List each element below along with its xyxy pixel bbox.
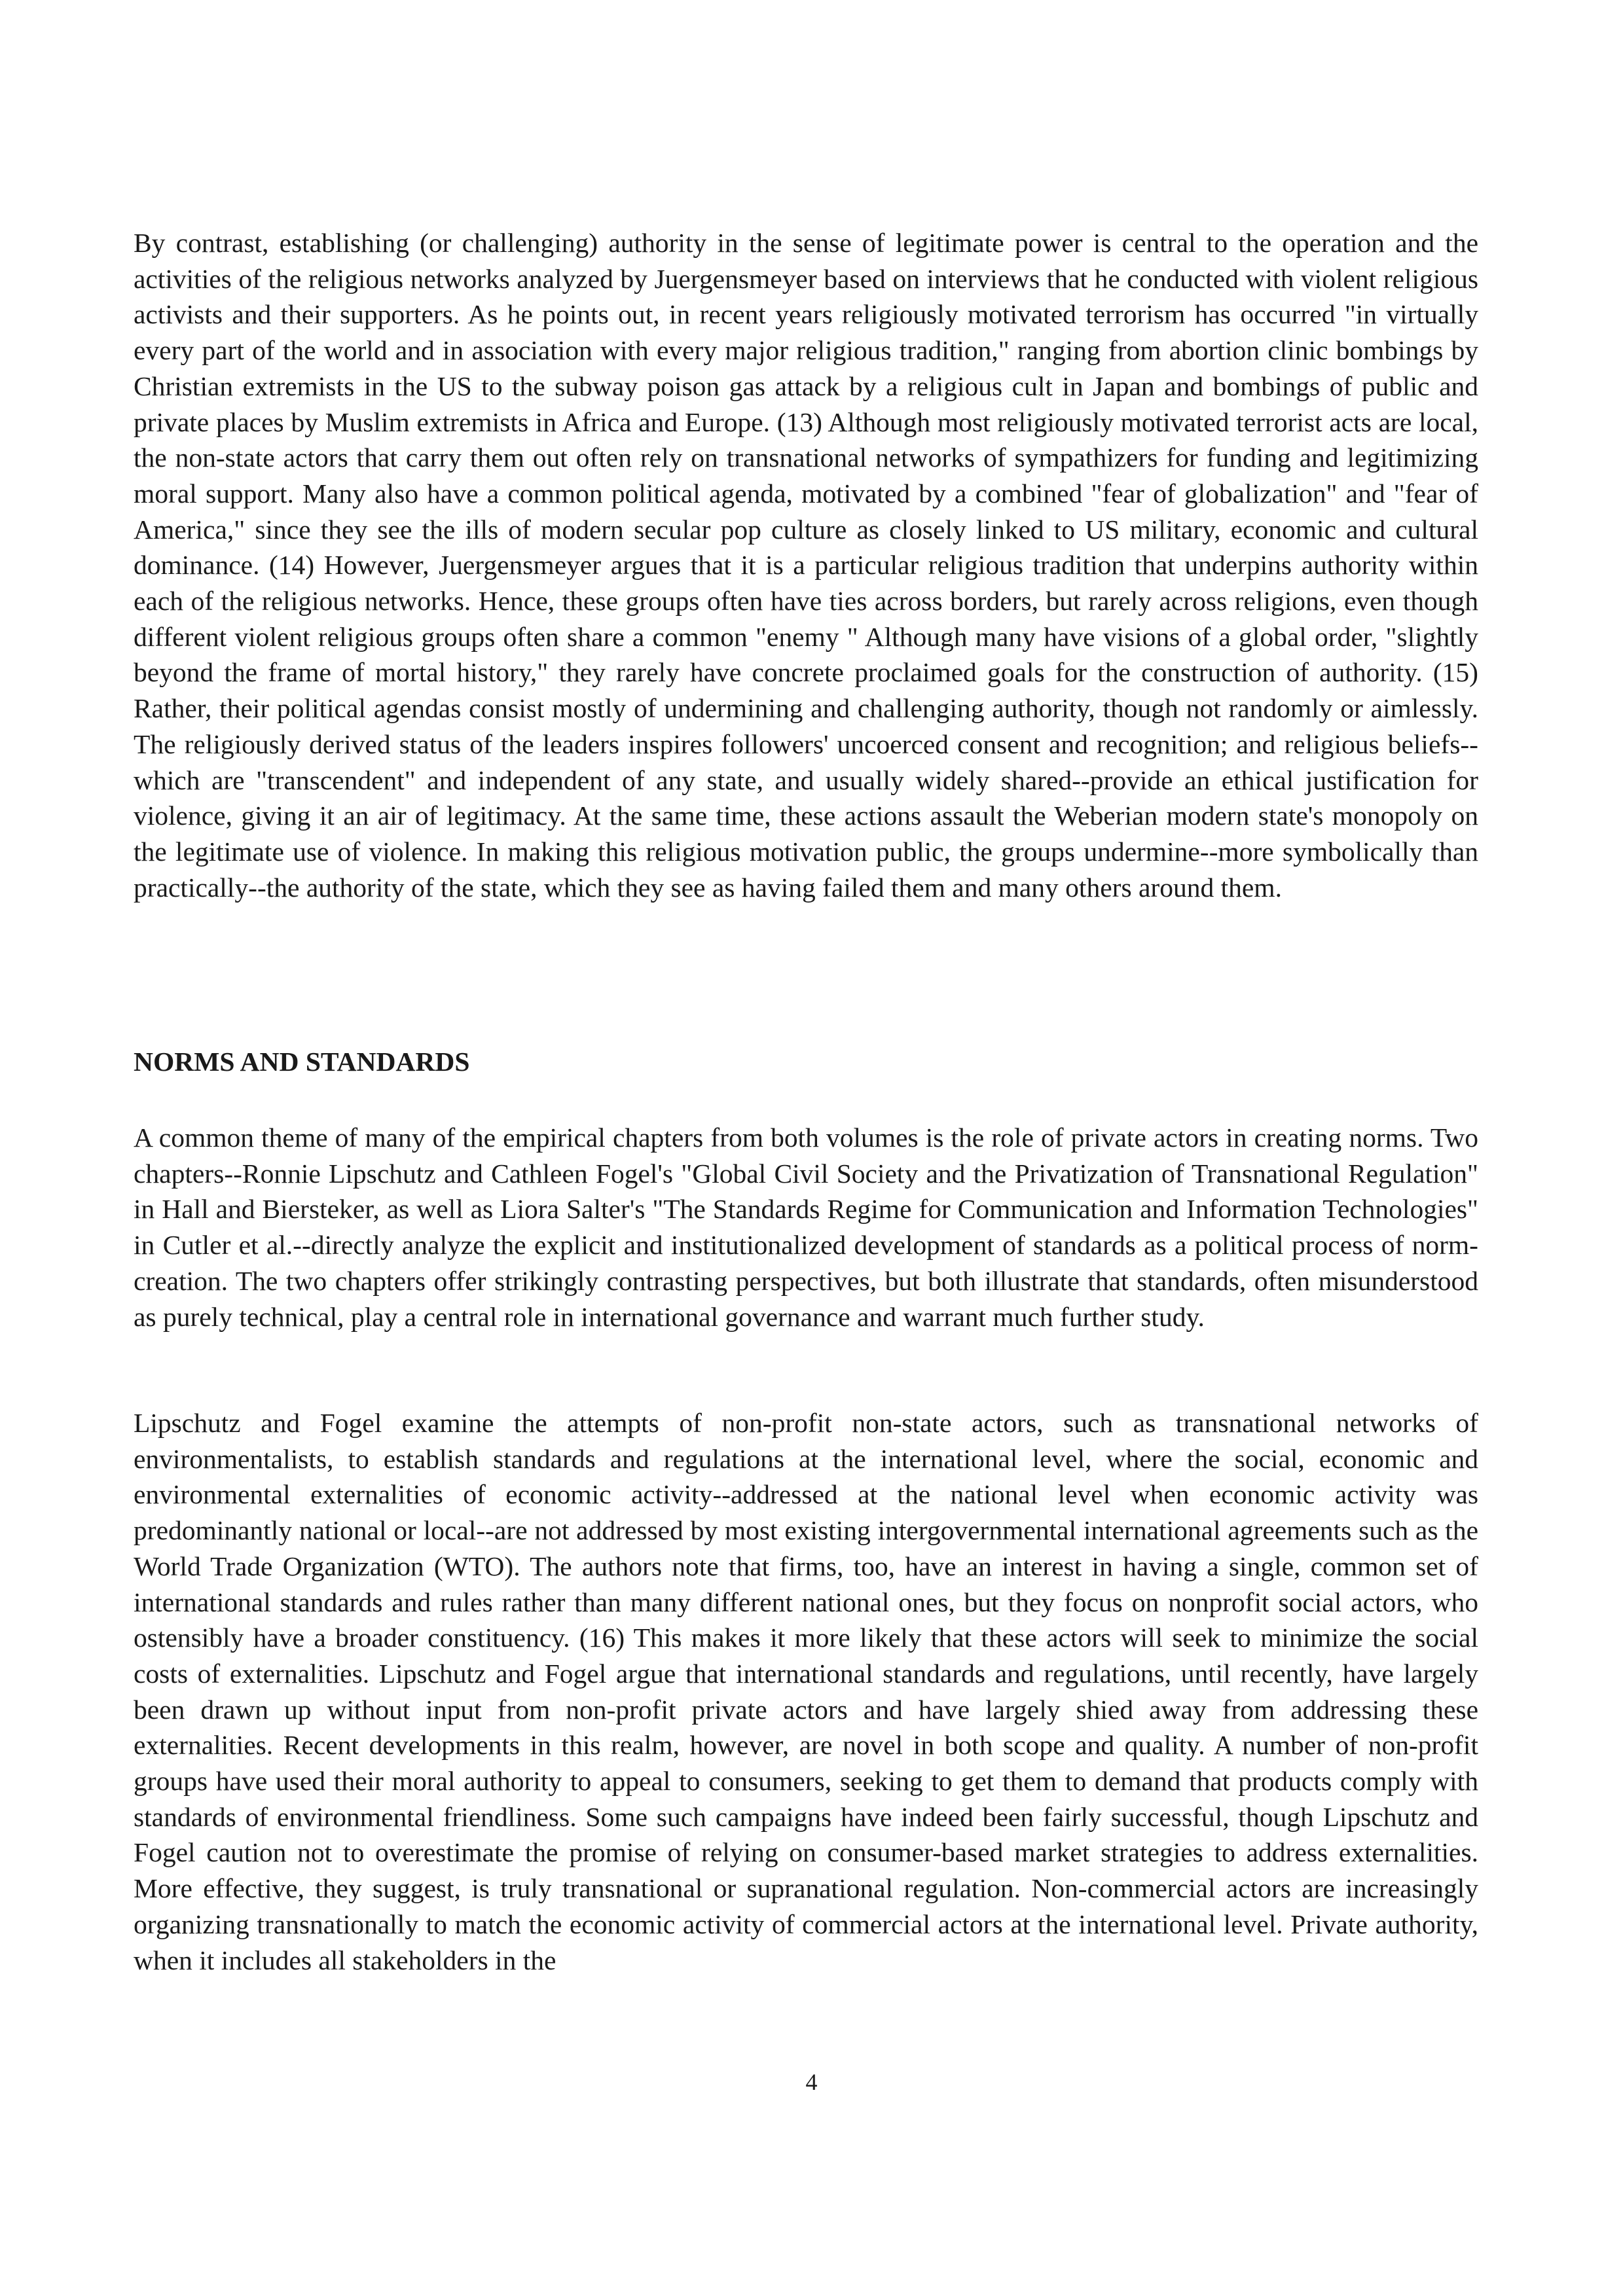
body-paragraph-religious-networks: By contrast, establishing (or challenging) authority in the sense of legitimate power is central to the operation and the activities of the religious networks analyzed by Juergensmeyer based on interviews that he conducted with violent religious activists and their supporters. As he points out, in recent years religiously motivated terrorism has occurred "in virtually every part of the world and in association with every major religious tradition," ranging from abortion clinic bombings by Christian extremists in the US to the subway poison gas attack by a religious cult in Japan and bombings of public and private places by Muslim extremists in Africa and Europe. (13) Although most religiously motivated terrorist acts are local, the non-state actors that carry them out often rely on transnational networks of sympathizers for funding and legitimizing moral support. Many also have a common political agenda, motivated by a combined "fear of globalization" and "fear of America," since they see the ills of modern secular pop culture as closely linked to US military, economic and cultural dominance. (14) However, Juergensmeyer argues that it is a particular religious tradition that underpins authority within each of the religious networks. Hence, these groups often have ties across borders, but rarely across religions, even though different violent religious groups often share a common "enemy " Although many have visions of a global order, "slightly beyond the frame of mortal history," they rarely have concrete proclaimed goals for the construction of authority. (15) Rather, their political agendas consist mostly of undermining and challenging authority, though not randomly or aimlessly. The religiously derived status of the leaders inspires followers' uncoerced consent and recognition; and religious beliefs--which are "transcendent" and independent of any state, and usually widely shared--provide an ethical justification for violence, giving it an air of legitimacy. At the same time, these actions assault the Weberian modern state's monopoly on the legitimate use of violence. In making this religious motivation public, the groups undermine--more symbolically than practically--the authority of the state, which they see as having failed them and many others around them. [134,228,1478,903]
body-paragraph-private-actors-norms: A common theme of many of the empirical chapters from both volumes is the role of private actors in creating norms. Two chapters--Ronnie Lipschutz and Cathleen Fogel's "Global Civil Society and the Privatization of Transnational Regulation" in Hall and Biersteker, as well as Liora Salter's "The Standards Regime for Communication and Information Technologies" in Cutler et al.--directly analyze the explicit and institutionalized development of standards as a political process of norm-creation. The two chapters offer strikingly contrasting perspectives, but both illustrate that standards, often misunderstood as purely technical, play a central role in international governance and warrant much further study. [134,1122,1478,1332]
body-paragraph-lipschutz-fogel: Lipschutz and Fogel examine the attempts of non-profit non-state actors, such as transnational networks of environmentalists, to establish standards and regulations at the international level, where the social, economic and environmental externalities of economic activity--addressed at the national level when economic activity was predominantly national or local--are not addressed by most existing intergovernmental international agreements such as the World Trade Organization (WTO). The authors note that firms, too, have an interest in having a single, common set of international standards and rules rather than many different national ones, but they focus on nonprofit social actors, who ostensibly have a broader constituency. (16) This makes it more likely that these actors will seek to minimize the social costs of externalities. Lipschutz and Fogel argue that international standards and regulations, until recently, have largely been drawn up without input from non-profit private actors and have largely shied away from addressing these externalities. Recent developments in this realm, however, are novel in both scope and quality. A number of non-profit groups have used their moral authority to appeal to consumers, seeking to get them to demand that products comply with standards of environmental friendliness. Some such campaigns have indeed been fairly successful, though Lipschutz and Fogel caution not to overestimate the promise of relying on consumer-based market strategies to address externalities. More effective, they suggest, is truly transnational or supranational regulation. Non-commercial actors are increasingly organizing transnationally to match the economic activity of commercial actors at the international level. Private authority, when it includes all stakeholders in the [134,1408,1478,1975]
section-heading-norms-and-standards: NORMS AND STANDARDS [134,1047,470,1077]
page-number: 4 [805,2069,818,2095]
